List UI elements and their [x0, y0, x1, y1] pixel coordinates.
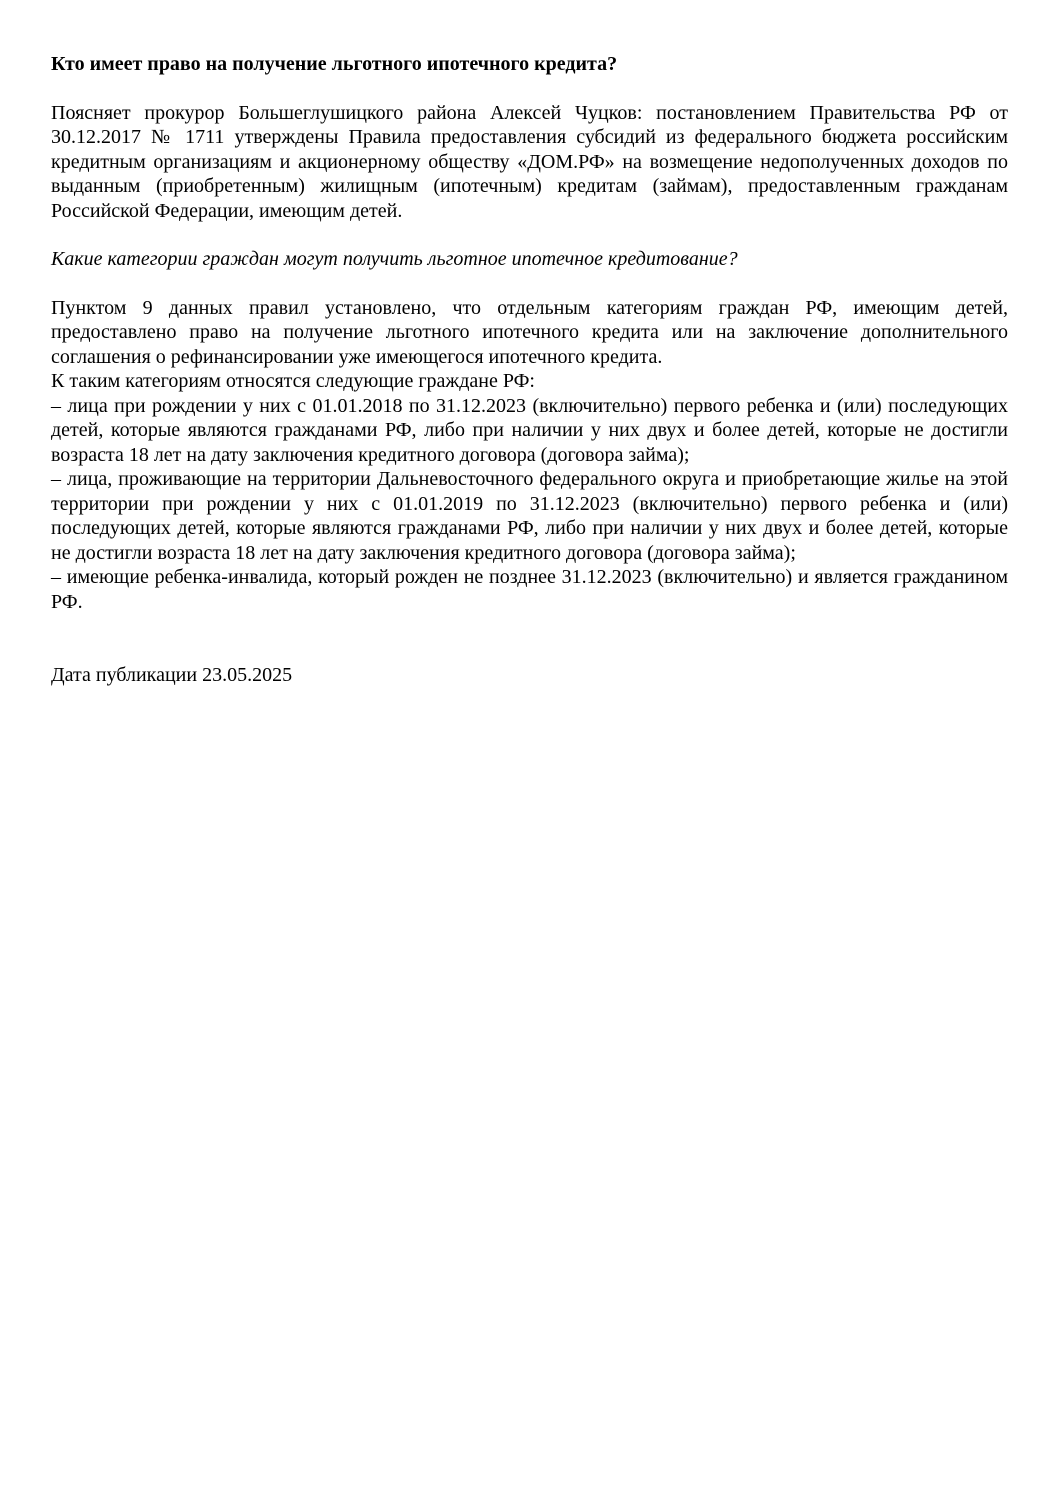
list-item: – лица при рождении у них с 01.01.2018 по 31.12.2023 (включительно) первого ребенка и (или) последующих детей, которые являются гражданами РФ, либо при наличии у них двух и более детей, которые не достигли возраста 18 лет на дату заключения кредитного договора (договора займа); [51, 394, 1008, 466]
document-page [51, 52, 1008, 688]
answer-paragraph: Пунктом 9 данных правил установлено, что отдельным категориям граждан РФ, имеющим детей, предоставлено право на получение льготного ипотечного кредита или на заключение дополнительного соглашения о рефинансировании уже имеющегося ипотечного кредита. [51, 296, 1008, 368]
document-title: Кто имеет право на получение льготного ипотечного кредита? [51, 53, 618, 75]
list-item: – имеющие ребенка-инвалида, который рожден не позднее 31.12.2023 (включительно) и является гражданином РФ. [51, 566, 1008, 613]
publication-date: Дата публикации 23.05.2025 [51, 664, 293, 686]
spacer [51, 614, 1008, 663]
categories-list [51, 394, 1008, 615]
question-heading: Какие категории граждан могут получить льготное ипотечное кредитование? [51, 248, 738, 270]
spacer [51, 223, 1008, 247]
spacer [51, 272, 1008, 296]
list-item: – лица, проживающие на территории Дальневосточного федерального округа и приобретающие жилье на этой территории при рождении у них с 01.01.2019 по 31.12.2023 (включительно) первого ребенка и (или) последующих детей, которые являются гражданами РФ, либо при наличии у них двух и более детей, которые не достигли возраста 18 лет на дату заключения кредитного договора (договора займа); [51, 468, 1008, 564]
intro-paragraph: Поясняет прокурор Большеглушицкого района Алексей Чуцков: постановлением Правительства РФ от 30.12.2017 № 1711 утверждены Правила предоставления субсидий из федерального бюджета российским кредитным организациям и акционерному обществу «ДОМ.РФ» на возмещение недополученных доходов по выданным (приобретенным) жилищным (ипотечным) кредитам (займам), предоставленным гражданам Российской Федерации, имеющим детей. [51, 101, 1008, 222]
categories-lead: К таким категориям относятся следующие граждане РФ: [51, 370, 535, 392]
